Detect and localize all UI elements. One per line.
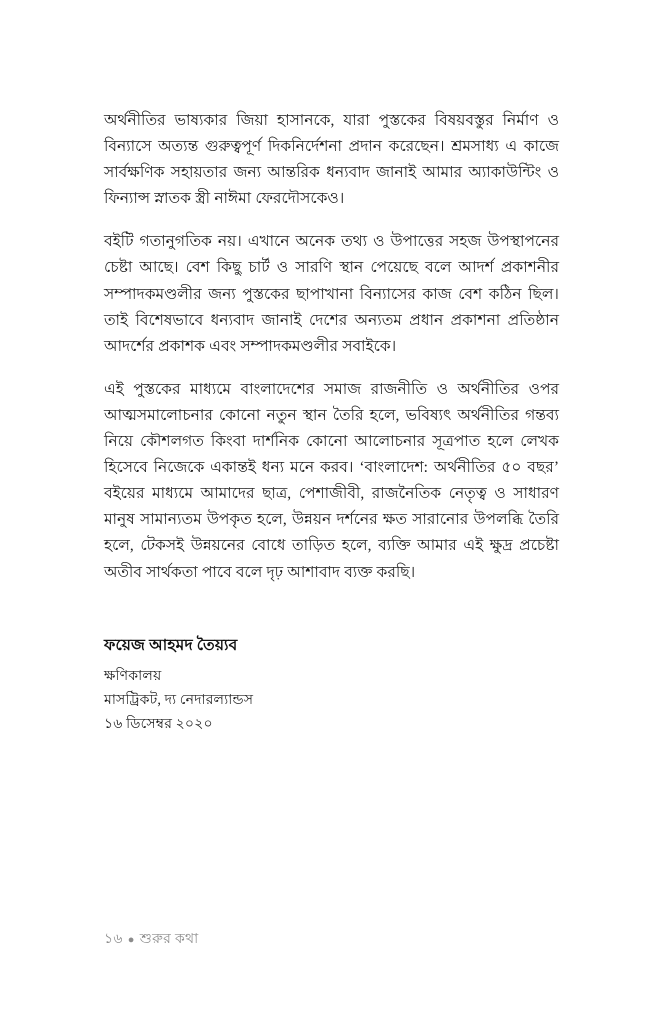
signature-place-home: ক্ষণিকালয় [104, 668, 162, 684]
page-body-text [104, 108, 559, 586]
footer-separator-dot: ● [127, 934, 135, 946]
signature-date: ১৬ ডিসেম্বর ২০২০ [104, 716, 213, 733]
page-footer [104, 930, 198, 950]
signature-block [104, 634, 559, 737]
footer-page-number: ১৬ [104, 932, 123, 948]
paragraph-2: বইটি গতানুগতিক নয়। এখানে অনেক তথ্য ও উপাত্তের সহজ উপস্থাপনের চেষ্টা আছে। বেশ কিছু চার্ট ও সারণি স্থান পেয়েছে বলে আদর্শ প্রকাশনীর সম্পাদকমণ্ডলীর জন্য পুস্তকের ছাপাখানা বিন্যাসের কাজ বেশ কঠিন ছিল। তাই বিশেষভাবে ধন্যবাদ জানাই দেশের অন্যতম প্রধান প্রকাশনা প্রতিষ্ঠান আদর্শের প্রকাশক এবং সম্পাদকমণ্ডলীর সবাইকে। [104, 233, 559, 355]
footer-section-title: শুরুর কথা [139, 932, 199, 948]
author-name: ফয়েজ আহমদ তৈয়্যব [104, 637, 238, 654]
paragraph-1: অর্থনীতির ভাষ্যকার জিয়া হাসানকে, যারা পুস্তকের বিষয়বস্তুর নির্মাণ ও বিন্যাসে অত্যন্ত গুরুত্বপূর্ণ দিকনির্দেশনা প্রদান করেছেন। শ্রমসাধ্য এ কাজে সার্বক্ষণিক সহায়তার জন্য আন্তরিক ধন্যবাদ জানাই আমার অ্যাকাউন্টিং ও ফিন্যান্স স্নাতক স্ত্রী নাঈমা ফেরদৌসকেও। [104, 112, 559, 208]
signature-place-city: মাসট্রিকট, দ্য নেদারল্যান্ডস [104, 692, 254, 709]
paragraph-3: এই পুস্তকের মাধ্যমে বাংলাদেশের সমাজ রাজনীতি ও অর্থনীতির ওপর আত্মসমালোচনার কোনো নতুন স্থান তৈরি হলে, ভবিষ্যৎ অর্থনীতির গন্তব্য নিয়ে কৌশলগত কিংবা দার্শনিক কোনো আলোচনার সূত্রপাত হলে লেখক হিসেবে নিজেকে একান্তই ধন্য মনে করব। ‘বাংলাদেশ: অর্থনীতির ৫০ বছর’ বইয়ের মাধ্যমে আমাদের ছাত্র, পেশাজীবী, রাজনৈতিক নেতৃত্ব ও সাধারণ মানুষ সামান্যতম উপকৃত হলে, উন্নয়ন দর্শনের ক্ষত সারানোর উপলব্ধি তৈরি হলে, টেকসই উন্নয়নের বোধে তাড়িত হলে, ব্যক্তি আমার এই ক্ষুদ্র প্রচেষ্টা অতীব সার্থকতা পাবে বলে দৃঢ় আশাবাদ ব্যক্ত করছি। [104, 380, 559, 581]
